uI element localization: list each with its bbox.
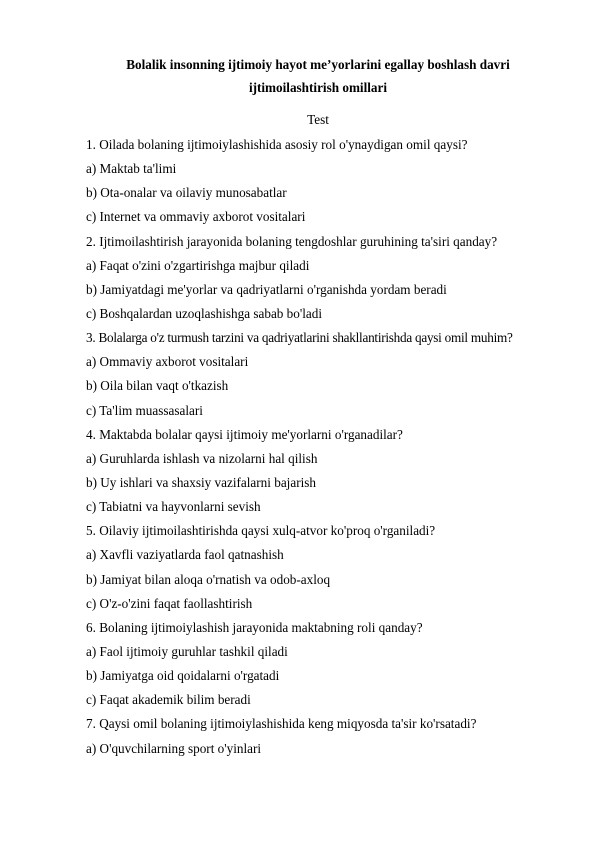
question-4-option-a: a) Guruhlarda ishlash va nizolarni hal qilish bbox=[86, 450, 318, 466]
question-7: 7. Qaysi omil bolaning ijtimoiylashishida keng miqyosda ta'sir ko'rsatadi? bbox=[86, 716, 477, 732]
question-3-option-c: c) Ta'lim muassasalari bbox=[86, 402, 203, 418]
question-1: 1. Oilada bolaning ijtimoiylashishida asosiy rol o'ynaydigan omil qaysi? bbox=[86, 137, 468, 152]
question-4: 4. Maktabda bolalar qaysi ijtimoiy me'yorlarni o'rganadilar? bbox=[86, 426, 403, 442]
question-4-option-b: b) Uy ishlari va shaxsiy vazifalarni bajarish bbox=[86, 474, 316, 490]
question-6-option-b: b) Jamiyatga oid qoidalarni o'rgatadi bbox=[86, 668, 280, 684]
question-4-option-c: c) Tabiatni va hayvonlarni sevish bbox=[86, 499, 261, 515]
question-2-option-c: c) Boshqalardan uzoqlashishga sabab bo'ladi bbox=[86, 305, 323, 321]
question-1-option-c: c) Internet va ommaviy axborot vositalari bbox=[86, 209, 306, 225]
question-6-option-a: a) Faol ijtimoiy guruhlar tashkil qiladi bbox=[86, 643, 288, 659]
question-1-option-b: b) Ota-onalar va oilaviy munosabatlar bbox=[86, 185, 287, 201]
question-1-option-a: a) Maktab ta'limi bbox=[86, 161, 177, 177]
question-5-option-c: c) O'z-o'zini faqat faollashtirish bbox=[86, 595, 253, 611]
document-title-line-1: Bolalik insonning ijtimoiy hayot me’yorlarini egallay boshlash davri bbox=[126, 57, 510, 72]
question-5: 5. Oilaviy ijtimoilashtirishda qaysi xulq-atvor ko'proq o'rganiladi? bbox=[86, 523, 436, 539]
question-7-option-a: a) O'quvchilarning sport o'yinlari bbox=[86, 740, 262, 756]
question-6: 6. Bolaning ijtimoiylashish jarayonida maktabning roli qanday? bbox=[86, 619, 423, 635]
question-5-option-a: a) Xavfli vaziyatlarda faol qatnashish bbox=[86, 547, 284, 563]
document-title-line-2: ijtimoilashtirish omillari bbox=[248, 80, 388, 95]
question-3-option-a: a) Ommaviy axborot vositalari bbox=[86, 354, 249, 370]
question-6-option-c: c) Faqat akademik bilim beradi bbox=[86, 692, 251, 708]
document-subtitle: Test bbox=[307, 112, 329, 127]
test-questions bbox=[86, 137, 566, 765]
question-3: 3. Bolalarga o'z turmush tarzini va qadriyatlarini shakllantirishda qaysi omil muhim? bbox=[86, 330, 513, 346]
question-5-option-b: b) Jamiyat bilan aloqa o'rnatish va odob-axloq bbox=[86, 571, 331, 587]
question-2-option-b: b) Jamiyatdagi me'yorlar va qadriyatlarni o'rganishda yordam beradi bbox=[86, 281, 447, 297]
question-2-option-a: a) Faqat o'zini o'zgartirishga majbur qiladi bbox=[86, 257, 310, 273]
question-2: 2. Ijtimoilashtirish jarayonida bolaning tengdoshlar guruhining ta'siri qanday? bbox=[86, 233, 498, 249]
question-3-option-b: b) Oila bilan vaqt o'tkazish bbox=[86, 378, 229, 394]
